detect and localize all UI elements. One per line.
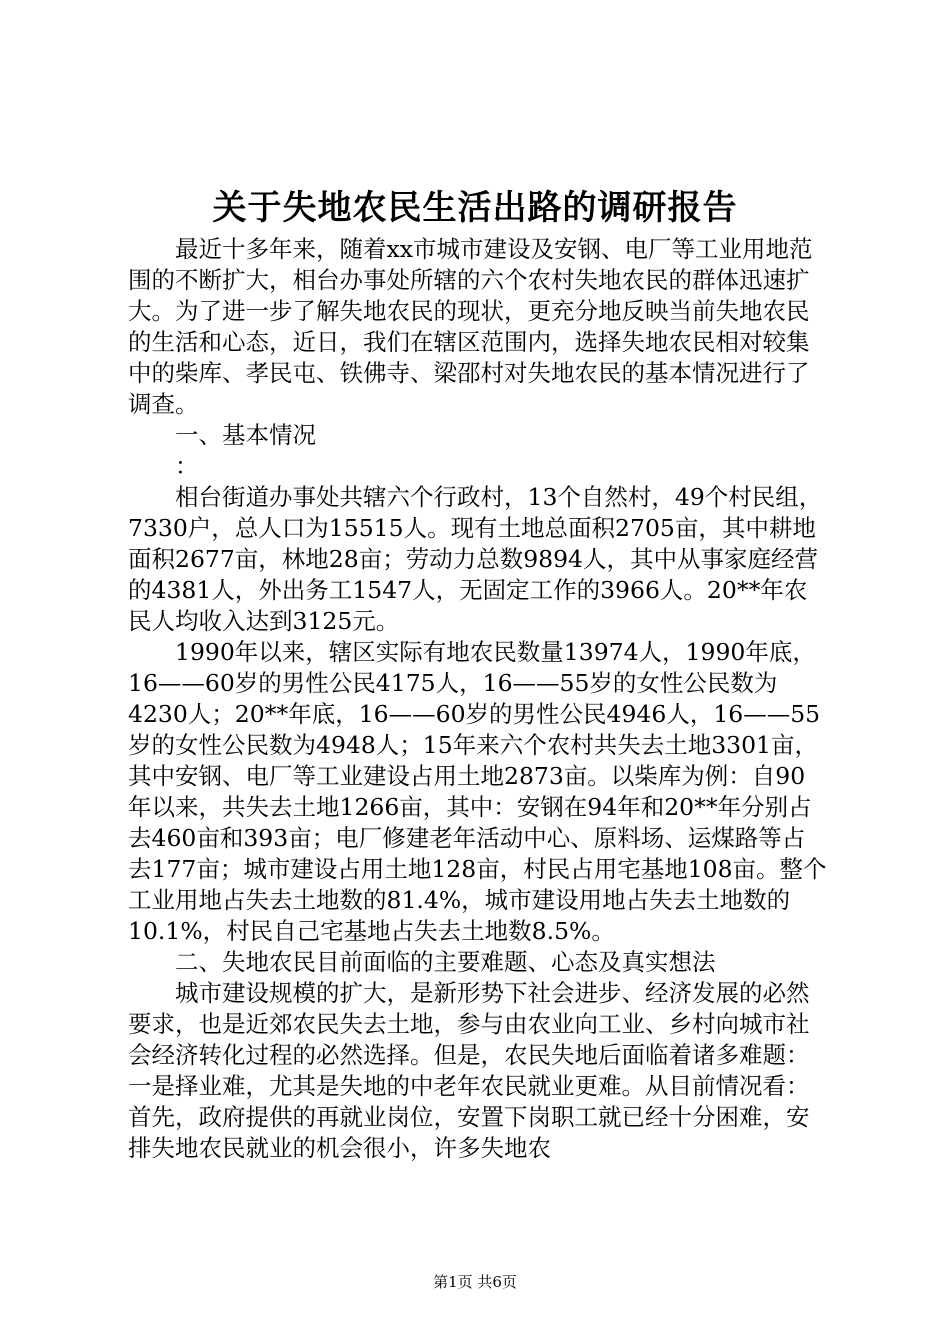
paragraph-statistics: 相台街道办事处共辖六个行政村，13个自然村，49个村民组，7330户，总人口为15515人。现有土地总面积2705亩，其中耕地面积2677亩，林地28亩；劳动力总数9894人，其中从事家庭经营的4381人，外出务工1547人，无固定工作的3966人。20**年农民人均收入达到3125元。 xyxy=(128,483,823,635)
document-title: 关于失地农民生活出路的调研报告 xyxy=(212,188,738,228)
paragraph-colon: ： xyxy=(175,452,199,480)
paragraph-intro: 最近十多年来，随着xx市城市建设及安钢、电厂等工业用地范围的不断扩大，相台办事处所辖的六个农村失地农民的群体迅速扩大。为了进一步了解失地农民的现状，更充分地反映当前失地农民的生活和心态，近日，我们在辖区范围内，选择失地农民相对较集中的柴库、孝民屯、铁佛寺、梁邵村对失地农民的基本情况进行了调查。 xyxy=(128,235,813,418)
section-heading-basic: 一、基本情况 xyxy=(175,421,316,449)
document-body xyxy=(128,234,828,1164)
section-heading-problems: 二、失地农民目前面临的主要难题、心态及真实想法 xyxy=(175,948,716,976)
paragraph-land-loss: 1990年以来，辖区实际有地农民数量13974人，1990年底，16——60岁的男性公民4175人，16——55岁的女性公民数为4230人；20**年底，16——60岁的男性公民4946人，16——55岁的女性公民数为4948人；15年来六个农村共失去土地3301亩，其中安钢、电厂等工业建设占用土地2873亩。以柴库为例：自90年以来，共失去土地1266亩，其中：安钢在94年和20**年分别占去460亩和393亩；电厂修建老年活动中心、原料场、运煤路等占去177亩；城市建设占用土地128亩，村民占用宅基地108亩。整个工业用地占失去土地数的81.4%，城市建设用地占失去土地数的10.1%，村民自己宅基地占失去土地数8.5%。 xyxy=(128,638,827,945)
paragraph-problems: 城市建设规模的扩大，是新形势下社会进步、经济发展的必然要求，也是近郊农民失去土地，参与由农业向工业、乡村向城市社会经济转化过程的必然选择。但是，农民失地后面临着诸多难题：一是择业难，尤其是失地的中老年农民就业更难。从目前情况看：首先，政府提供的再就业岗位，安置下岗职工就已经十分困难，安排失地农民就业的机会很小，许多失地农 xyxy=(128,979,810,1162)
page-footer: 第1页 共6页 xyxy=(433,1273,517,1291)
